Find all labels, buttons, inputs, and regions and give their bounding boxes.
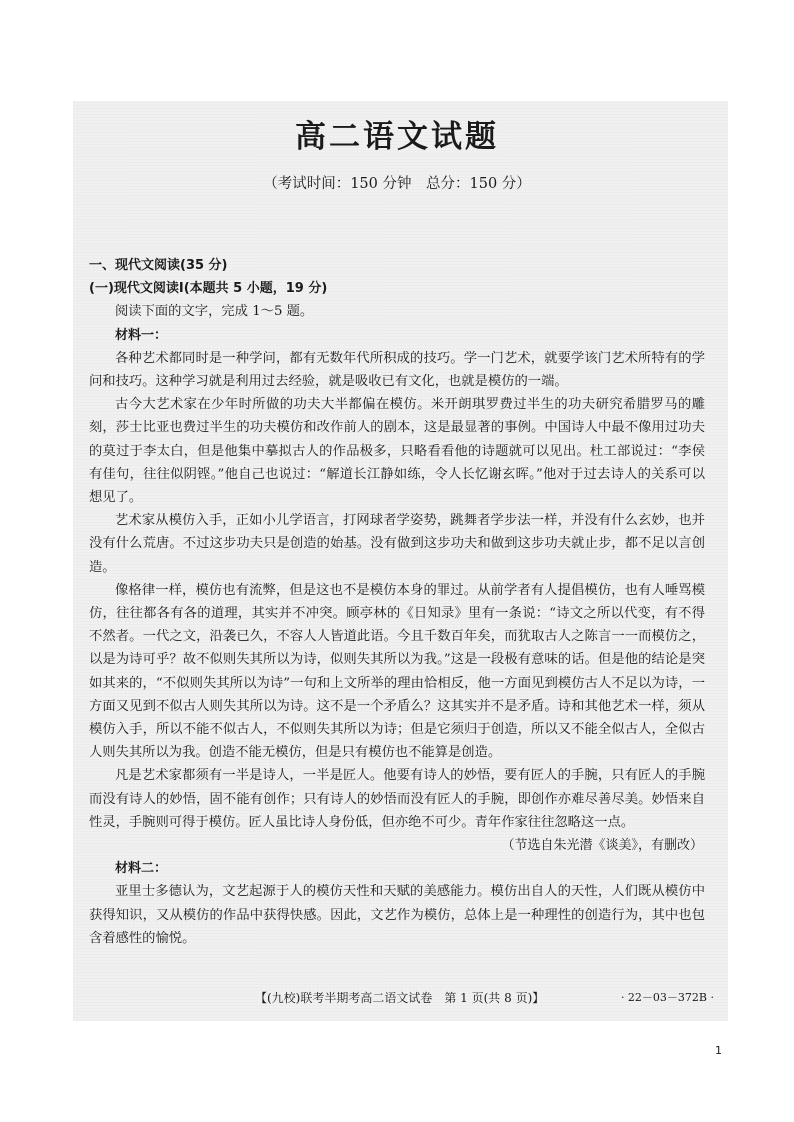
paragraph: 各种艺术都同时是一种学问，都有无数年代所积成的技巧。学一门艺术，就要学该门艺术所特有的学问和技巧。这种学习就是利用过去经验，就是吸收已有文化，也就是模仿的一端。 [89,350,705,390]
section-heading: 一、现代文阅读(35 分) [89,258,228,273]
instruction: 阅读下面的文字，完成 1～5 题。 [115,304,314,320]
subsection-heading: (一)现代文阅读Ⅰ(本题共 5 小题，19 分) [89,281,328,297]
paragraph: 亚里士多德认为，文艺起源于人的模仿天性和天赋的美感能力。模仿出自人的天性，人们既从模仿中获得知识，又从模仿的作品中获得快感。因此，文艺作为模仿，总体上是一种理性的创造行为，其中也包含着感性的愉悦。 [89,884,705,946]
material-label: 材料二： [115,861,168,877]
exam-content [89,254,705,950]
page-title: 高二语文试题 [295,119,499,155]
material-label: 材料一： [115,327,168,343]
paragraph: 古今大艺术家在少年时所做的功夫大半都偏在模仿。米开朗琪罗费过半生的功夫研究希腊罗马的雕刻，莎士比亚也费过半生的功夫模仿和改作前人的剧本，这是最显著的事例。中国诗人中最不像用过功夫的莫过于李太白，但是他集中摹拟古人的作品极多，只略看看他的诗题就可以见出。杜工部说过：“李侯有佳句，往往似阴铿。”他自己也说过：“解道长江静如练，令人长忆谢玄晖。”他对于过去诗人的关系可以想见了。 [89,397,705,506]
source-citation: （节选自朱光潜《谈美》，有删改） [501,838,703,854]
footer-exam-name: 【(九校)联考半期考高二语文试卷 第 1 页(共 8 页)】 [255,991,545,1005]
footer-code: · 22－03－372B · [620,991,714,1004]
paragraph: 艺术家从模仿入手，正如小儿学语言，打网球者学姿势，跳舞者学步法一样，并没有什么玄妙，也并没有什么荒唐。不过这步功夫只是创造的始基。没有做到这步功夫和做到这步功夫就止步，都不足以言创造。 [89,513,705,575]
exam-info: （考试时间：150 分钟 总分：150 分） [263,176,531,192]
page-number: 1 [715,1044,722,1057]
paragraph: 像格律一样，模仿也有流弊，但是这也不是模仿本身的罪过。从前学者有人提倡模仿，也有人唾骂模仿，往往都各有各的道理，其实并不冲突。顾亭林的《日知录》里有一条说：“诗文之所以代变，有不得不然者。一代之文，沿袭已久，不容人人皆道此语。今且千数百年矣，而犹取古人之陈言一一而模仿之，以是为诗可乎？故不似则失其所以为诗，似则失其所以为我。”这是一段极有意味的话。但是他的结论是突如其来的，“不似则失其所以为诗”一句和上文所举的理由恰相反，他一方面见到模仿古人不足以为诗，一方面又见到不似古人则失其所以为诗。这不是一个矛盾么？这其实并不是矛盾。诗和其他艺术一样，须从模仿入手，所以不能不似古人，不似则失其所以为诗；但是它须归于创造，所以又不能全似古人，全似古人则失其所以为我。创造不能无模仿，但是只有模仿也不能算是创造。 [89,582,705,761]
paragraph: 凡是艺术家都须有一半是诗人，一半是匠人。他要有诗人的妙悟，要有匠人的手腕，只有匠人的手腕而没有诗人的妙悟，固不能有创作；只有诗人的妙悟而没有匠人的手腕，即创作亦难尽善尽美。妙悟来自性灵，手腕则可得于模仿。匠人虽比诗人身份低，但亦绝不可少。青年作家往往忽略这一点。 [89,768,705,830]
